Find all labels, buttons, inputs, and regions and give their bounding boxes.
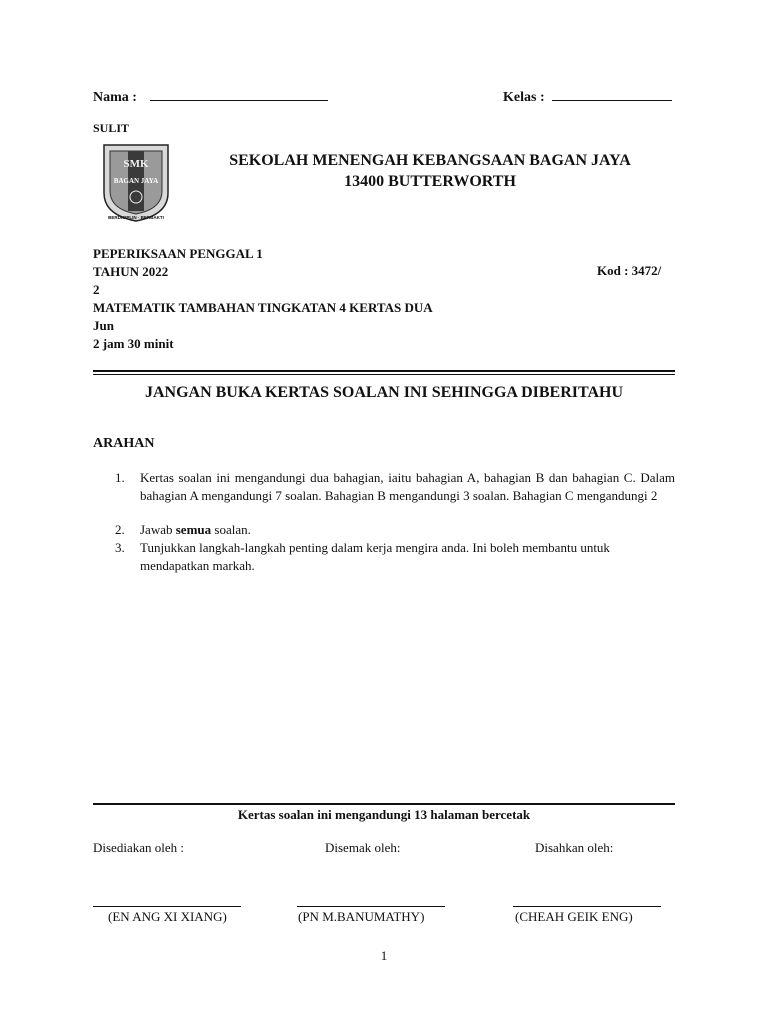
approved-by-label: Disahkan oleh: xyxy=(535,840,614,855)
logo-top-text: SMK xyxy=(123,158,149,170)
kelas-blank xyxy=(552,88,672,101)
exam-code-suffix: 2 xyxy=(93,282,100,297)
exam-month: Jun xyxy=(93,318,114,333)
kelas-field xyxy=(503,88,672,106)
instruction-number: 1. xyxy=(115,470,125,485)
warning-notice: JANGAN BUKA KERTAS SOALAN INI SEHINGGA DIBERITAHU xyxy=(144,384,624,401)
logo-motto: BERDISIPLIN · BERBAKTI xyxy=(108,215,164,220)
exam-title: PEPERIKSAAN PENGGAL 1 xyxy=(93,246,263,261)
instruction-item xyxy=(115,521,675,539)
exam-details xyxy=(93,245,433,353)
nama-label: Nama : xyxy=(93,90,137,105)
prepared-by-name: (EN ANG XI XIANG) xyxy=(108,909,227,924)
prepared-signature-line xyxy=(93,906,241,907)
footer-divider xyxy=(93,803,675,805)
pages-note: Kertas soalan ini mengandungi 13 halaman bercetak xyxy=(237,807,531,822)
page-number: 1 xyxy=(380,948,388,963)
checked-by-label: Disemak oleh: xyxy=(325,840,401,855)
nama-field xyxy=(93,88,328,106)
approved-by-name: (CHEAH GEIK ENG) xyxy=(515,909,633,924)
checked-signature-line xyxy=(297,906,445,907)
school-header xyxy=(195,150,665,192)
school-address: 13400 BUTTERWORTH xyxy=(344,173,516,190)
prepared-by-label: Disediakan oleh : xyxy=(93,840,184,855)
instruction-item xyxy=(115,469,675,505)
exam-subject: MATEMATIK TAMBAHAN TINGKATAN 4 KERTAS DUA xyxy=(93,300,433,315)
kelas-label: Kelas : xyxy=(503,90,545,105)
instruction-item xyxy=(115,539,675,575)
instruction-text: Tunjukkan langkah-langkah penting dalam kerja mengira anda. Ini boleh membantu untuk mendapatkan markah. xyxy=(140,540,610,573)
exam-duration: 2 jam 30 minit xyxy=(93,336,174,351)
instruction-emphasis: semua xyxy=(175,522,212,537)
logo-middle-text: BAGAN JAYA xyxy=(113,177,159,185)
instruction-number: 3. xyxy=(115,540,125,555)
divider-thick xyxy=(93,370,675,372)
classification-label: SULIT xyxy=(93,121,130,135)
divider-thin xyxy=(93,374,675,375)
instruction-text: Jawab semua soalan. xyxy=(140,522,251,537)
school-name: SEKOLAH MENENGAH KEBANGSAAN BAGAN JAYA xyxy=(229,152,631,169)
nama-blank xyxy=(150,88,328,101)
checked-by-name: (PN M.BANUMATHY) xyxy=(298,909,425,924)
exam-code: Kod : 3472/ xyxy=(597,263,662,278)
instructions-heading: ARAHAN xyxy=(93,436,155,451)
exam-year: TAHUN 2022 xyxy=(93,264,169,279)
approved-signature-line xyxy=(513,906,661,907)
school-logo xyxy=(102,143,170,223)
instruction-text: Kertas soalan ini mengandungi dua bahagian, iaitu bahagian A, bahagian B dan bahagian C. Dalam bahagian A mengandungi 7 soalan. Bahagian B mengandungi 3 soalan. Bahagian C mengandungi 2 xyxy=(140,470,675,503)
instruction-number: 2. xyxy=(115,522,125,537)
